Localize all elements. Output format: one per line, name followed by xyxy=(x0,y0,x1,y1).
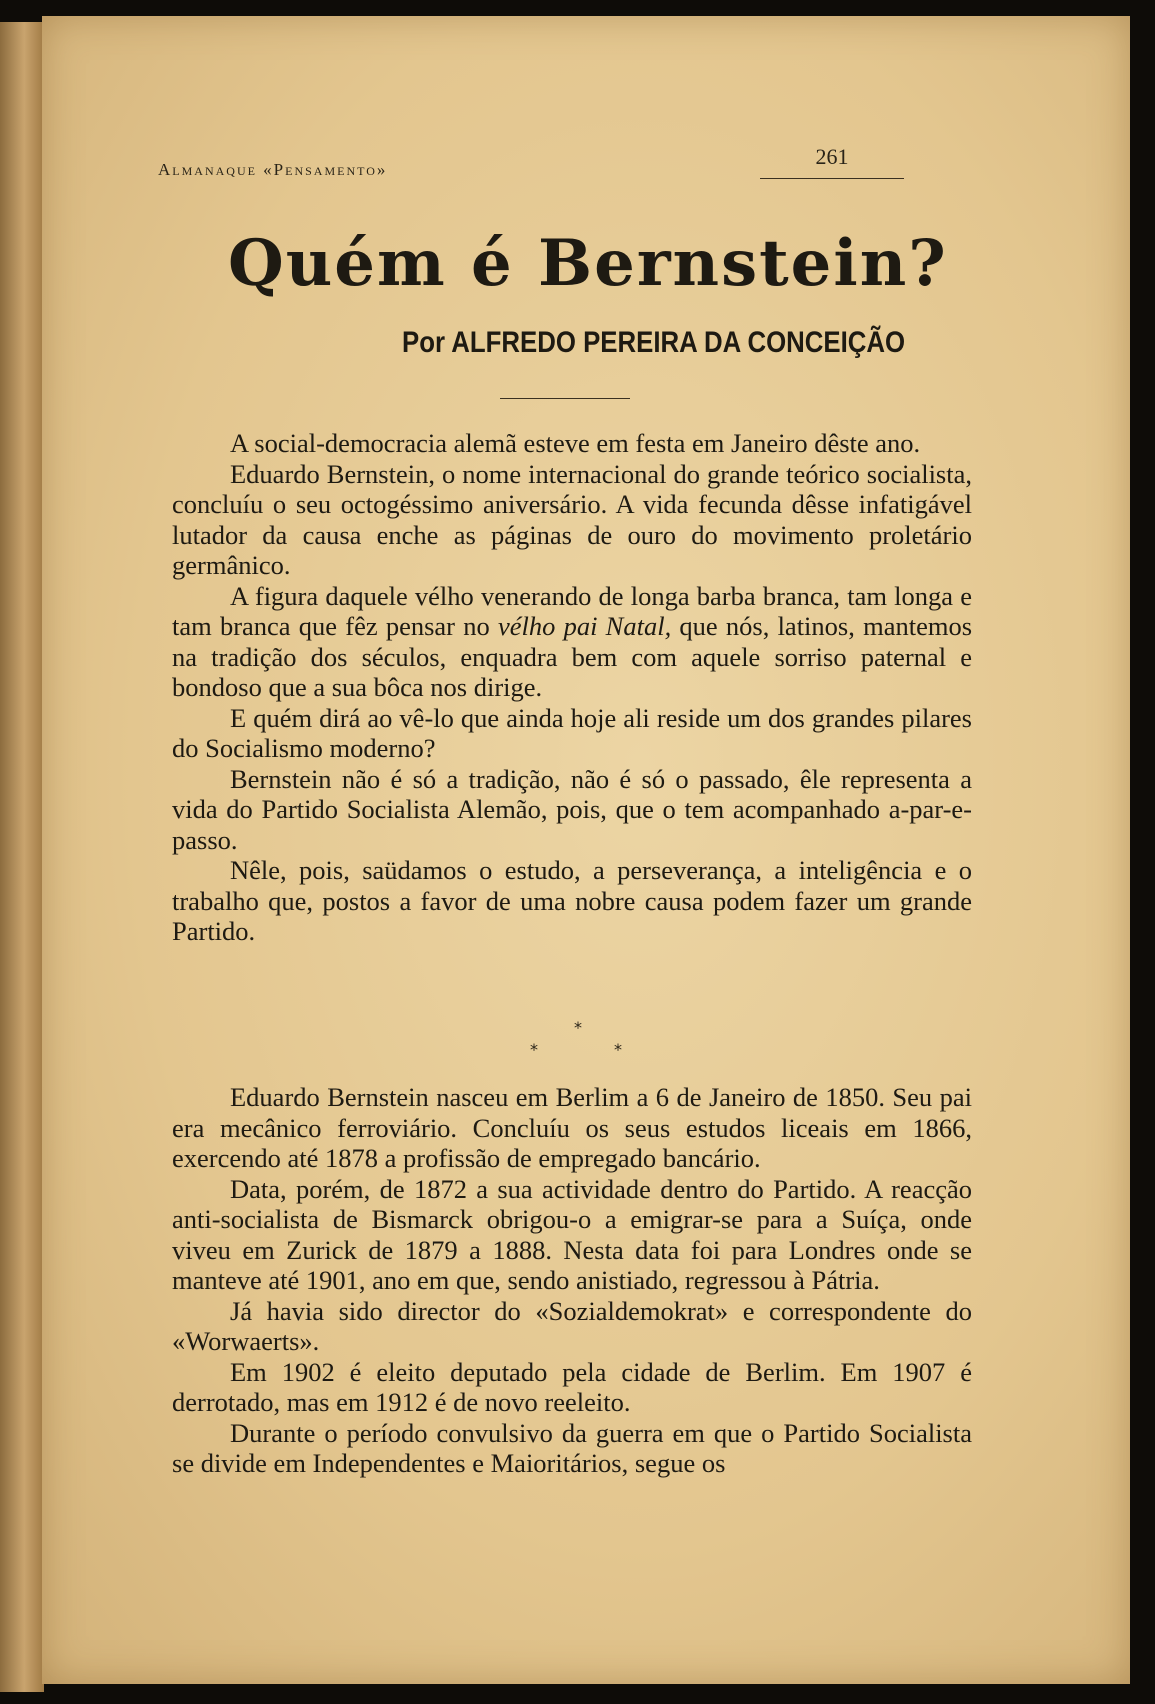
paragraph: Data, porém, de 1872 a sua actividade dentro do Partido. A reacção anti-socialista de Bismarck obrigou-o a emigrar-se para a Suíça, onde viveu em Zurick de 1879 a 1888. Nesta data foi para Londres onde se manteve até 1901, ano em que, sendo anistiado, regressou à Pátria. xyxy=(172,1173,972,1295)
paragraph-text: que nós, latinos, mantemos na tradição dos séculos, enquadra bem com aquele sorriso paternal e bondoso que a sua bôca nos dirige. xyxy=(172,611,973,702)
facing-page-edge xyxy=(0,22,44,1692)
article-body-biography xyxy=(172,1082,972,1479)
article-byline: Por ALFREDO PEREIRA DA CONCEIÇÃO xyxy=(402,326,906,359)
paragraph: Em 1902 é eleito deputado pela cidade de Berlim. Em 1907 é derrotado, mas em 1912 é de novo reeleito. xyxy=(172,1356,972,1417)
article-title: Quém é Bernstein? xyxy=(228,226,948,301)
article-body-intro xyxy=(172,428,972,947)
paragraph: Já havia sido director do «Sozialdemokrat» e correspondente do «Worwaerts». xyxy=(172,1295,972,1356)
asterisk: * xyxy=(530,1040,538,1059)
paragraph: Eduardo Bernstein nasceu em Berlim a 6 de Janeiro de 1850. Seu pai era mecânico ferroviário. Concluíu os seus estudos liceais em 1866, exercendo até 1878 a profissão de empregado bancário. xyxy=(172,1082,972,1173)
asterisk: * xyxy=(574,1018,582,1037)
paragraph: Nêle, pois, saüdamos o estudo, a perseverança, a inteligência e o trabalho que, postos a favor de uma nobre causa podem fazer um grande Partido. xyxy=(172,855,972,946)
asterisk: * xyxy=(614,1040,622,1059)
paragraph: Bernstein não é só a tradição, não é só o passado, êle representa a vida do Partido Socialista Alemão, pois, que o tem acompanhado a-par-e-passo. xyxy=(172,763,972,855)
italic-phrase: vélho pai Natal, xyxy=(497,611,672,641)
page-number: 261 xyxy=(760,144,904,179)
paragraph xyxy=(172,581,972,703)
paragraph: Durante o período convulsivo da guerra em que o Partido Socialista se divide em Independentes e Maioritários, segue os xyxy=(172,1417,972,1478)
title-divider xyxy=(500,398,630,399)
paragraph: Eduardo Bernstein, o nome internacional do grande teórico socialista, concluíu o seu octogéssimo aniversário. A vida fecunda dêsse infatigável lutador da causa enche as páginas de ouro do movimento proletário germânico. xyxy=(172,458,972,580)
paragraph: E quém dirá ao vê-lo que ainda hoje ali reside um dos grandes pilares do Socialismo moderno? xyxy=(172,702,972,763)
paragraph: A social-democracia alemã esteve em festa em Janeiro dêste ano. xyxy=(230,428,921,458)
paragraph-text: A figura daquele vélho venerando de longa barba branca, tam longa e tam branca que fêz pensar no xyxy=(172,580,972,641)
section-asterism xyxy=(520,1018,640,1058)
running-title: Almanaque «Pensamento» xyxy=(158,160,388,179)
